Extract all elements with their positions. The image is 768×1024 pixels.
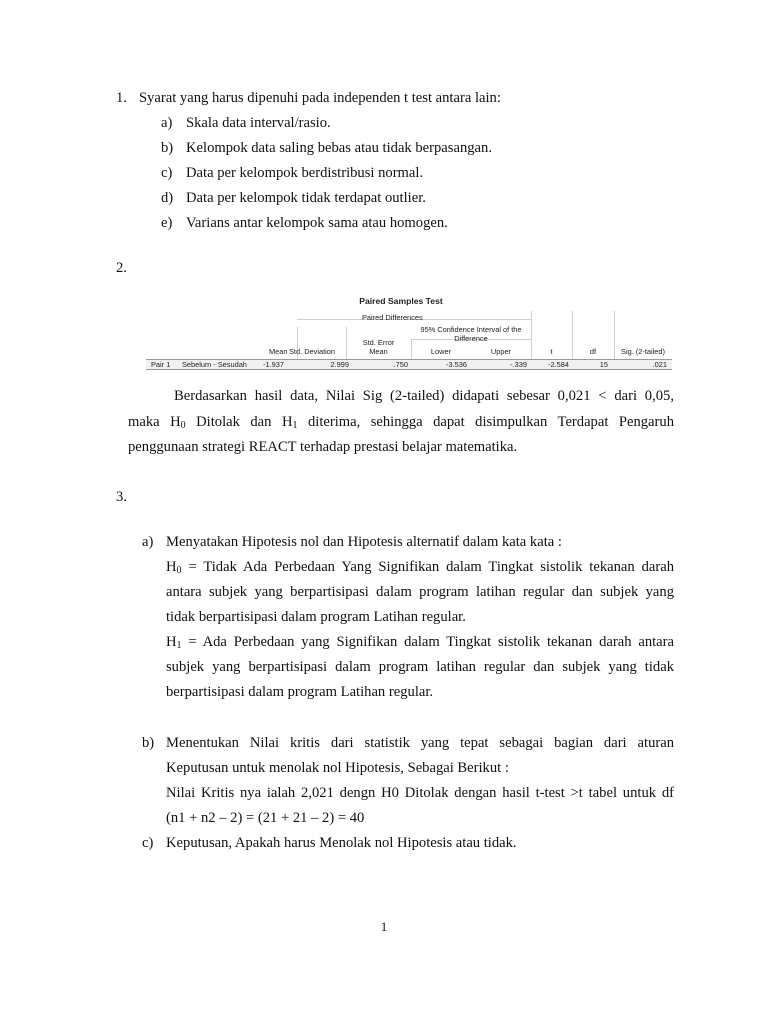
- cell-mean: -1.937: [263, 360, 284, 369]
- q1-item-e: Varians antar kelompok sama atau homogen.: [186, 215, 448, 231]
- q3-b-line-3: Nilai Kritis nya ialah 2,021 dengn H0 Ditolak dengan hasil t-test >t tabel untuk df: [166, 785, 674, 801]
- header-df: df: [589, 347, 597, 356]
- cell-lower: -3.536: [446, 360, 467, 369]
- header-sig: Sig. (2-tailed): [621, 347, 665, 356]
- header-sem-2: Mean: [369, 347, 388, 356]
- q1-item-a-marker: a): [161, 115, 173, 131]
- q1-text: Syarat yang harus dipenuhi pada independen t test antara lain:: [139, 90, 501, 106]
- table-title: Paired Samples Test: [359, 296, 443, 306]
- ci-label-1: 95% Confidence Interval of the: [420, 325, 522, 334]
- group-label: Paired Differences: [362, 313, 423, 322]
- cell-sem: .750: [393, 360, 408, 369]
- q1-item-c-marker: c): [161, 165, 173, 181]
- q3-a-h1-line-1: $H_1$ = Ada Perbedaan yang Signifikan dalam Tingkat sistolik tekanan darah antara: [166, 634, 674, 651]
- q1-item-b: Kelompok data saling bebas atau tidak berpasangan.: [186, 140, 492, 156]
- q1-item-a: Skala data interval/rasio.: [186, 115, 331, 131]
- q3-a-h1-line-3: berpartisipasi dalam program Latihan regular.: [166, 684, 434, 700]
- q3-a-h0-line-3: tidak berpartisipasi dalam program Latihan regular.: [166, 609, 466, 625]
- q3-b-line-1: Menentukan Nilai kritis dari statistik yang tepat sebagai bagian dari aturan: [166, 735, 674, 751]
- q1-item-d-marker: d): [161, 190, 174, 206]
- header-t: t: [550, 347, 553, 356]
- q3-c-marker: c): [142, 835, 154, 851]
- q3-b-line-2: Keputusan untuk menolak nol Hipotesis, Sebagai Berikut :: [166, 760, 509, 776]
- cell-t: -2.584: [548, 360, 569, 369]
- q1-item-e-marker: e): [161, 215, 173, 231]
- q2-paragraph-line-1: Berdasarkan hasil data, Nilai Sig (2-tailed) didapati sebesar 0,021 < dari 0,05,: [174, 388, 674, 404]
- q3-b-line-4: (n1 + n2 – 2) = (21 + 21 – 2) = 40: [166, 810, 365, 826]
- q3-a-marker: a): [142, 534, 154, 550]
- page-number: 1: [380, 919, 388, 934]
- q3-a-h0-line-1: $H_0$ = Tidak Ada Perbedaan Yang Signifikan dalam Tingkat sistolik tekanan darah: [166, 559, 674, 576]
- cell-sig: .021: [652, 360, 667, 369]
- q3-a-h0-line-2: antara subjek yang berpartisipasi dalam program latihan regular dan subjek yang: [166, 584, 674, 600]
- q3-a-title: Menyatakan Hipotesis nol dan Hipotesis alternatif dalam kata kata :: [166, 534, 562, 550]
- q3-number: 3.: [116, 489, 127, 505]
- q1-item-b-marker: b): [161, 140, 174, 156]
- q1-number: 1.: [116, 90, 127, 106]
- cell-pair: Pair 1: [151, 360, 171, 369]
- ci-label-2: Difference: [454, 334, 488, 343]
- cell-df: 15: [599, 360, 608, 369]
- q2-paragraph-line-3: penggunaan strategi REACT terhadap prestasi belajar matematika.: [128, 439, 518, 455]
- q1-item-d: Data per kelompok tidak terdapat outlier.: [186, 190, 426, 206]
- q3-c-text: Keputusan, Apakah harus Menolak nol Hipotesis atau tidak.: [166, 835, 517, 851]
- cell-label: Sebelum - Sesudah: [182, 360, 247, 369]
- q2-number: 2.: [116, 260, 127, 276]
- q1-item-c: Data per kelompok berdistribusi normal.: [186, 165, 424, 181]
- cell-upper: -.339: [510, 360, 527, 369]
- header-std-dev: Std. Deviation: [289, 347, 336, 356]
- cell-std-dev: 2.999: [330, 360, 349, 369]
- q3-b-marker: b): [142, 735, 155, 751]
- paired-samples-table: [146, 296, 672, 370]
- header-sem-1: Std. Error: [362, 338, 395, 347]
- q3-a-h1-line-2: subjek yang berpartisipasi dalam program latihan regular dan subjek yang tidak: [166, 659, 674, 675]
- header-mean: Mean: [269, 347, 288, 356]
- q2-paragraph-line-2: maka $H_0$ Ditolak dan $H_1$ diterima, sehingga dapat disimpulkan Terdapat Pengaruh: [128, 414, 674, 431]
- header-upper: Upper: [490, 347, 512, 356]
- header-lower: Lower: [430, 347, 452, 356]
